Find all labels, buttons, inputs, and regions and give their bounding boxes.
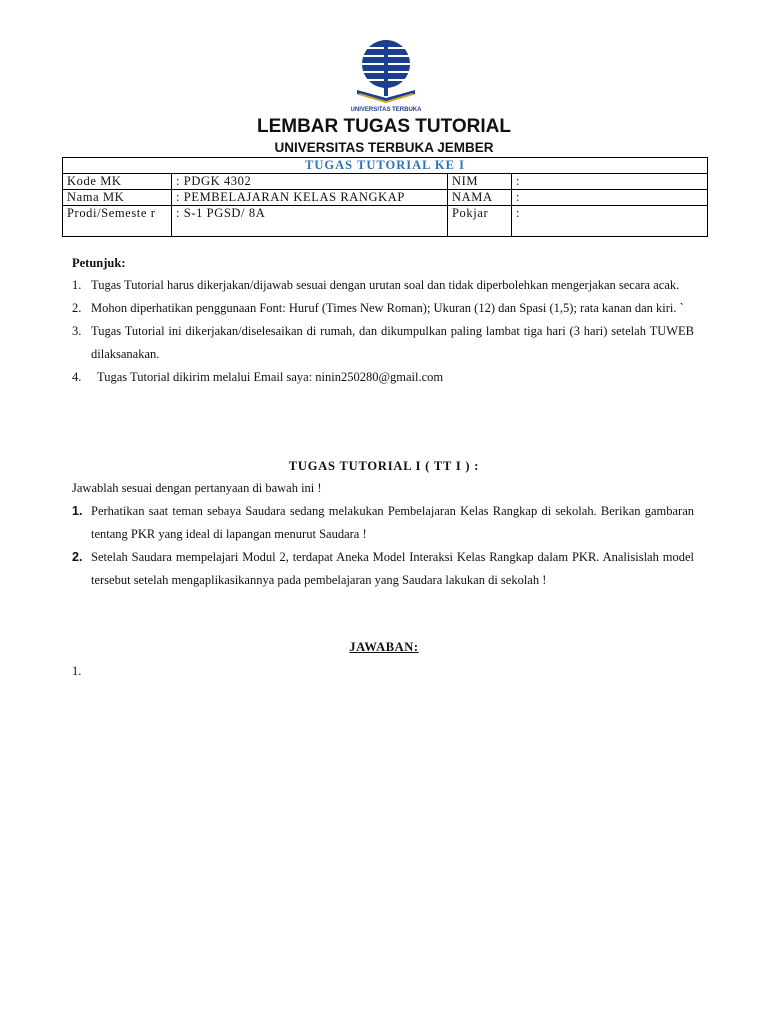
item-number: 4. [72,370,82,384]
info-label: Prodi/Semeste r [63,206,172,237]
item-number: 2. [72,301,82,315]
university-logo [351,38,421,114]
item-text: Tugas Tutorial ini dikerjakan/diselesaikan di rumah, dan dikumpulkan paling lambat tiga hari (3 hari) setelah TUWEB dilaksanakan. [91,324,694,361]
list-item [72,366,694,389]
info-label: Pokjar [448,206,512,237]
list-item [72,297,694,320]
question-text: Setelah Saudara mempelajari Modul 2, terdapat Aneka Model Interaksi Kelas Rangkap dalam PKR. Analisislah model tersebut setelah mengaplikasikannya pada pembelajaran yang Saudara lakukan di sekolah ! [91,550,694,587]
question-item [72,546,694,592]
info-label: NAMA [448,190,512,206]
info-value: : S-1 PGSD/ 8A [172,206,448,237]
info-table-heading: TUGAS TUTORIAL KE I [63,158,708,174]
page-title: LEMBAR TUGAS TUTORIAL [256,116,512,137]
item-text: Mohon diperhatikan penggunaan Font: Huruf (Times New Roman); Ukuran (12) dan Spasi (1,5); rata kanan dan kiri. ` [91,301,684,315]
answer-item-number: 1. [72,664,82,678]
item-text: Tugas Tutorial dikirim melalui Email saya: ninin250280@gmail.com [91,370,444,384]
tugas-heading: TUGAS TUTORIAL I ( TT I ) : [288,459,480,473]
question-item [72,500,694,546]
info-row [63,174,708,190]
list-item [72,274,694,297]
item-number: 3. [72,324,82,338]
info-value: : [512,206,708,237]
info-row [63,206,708,237]
info-table [62,157,708,237]
tugas-intro: Jawablah sesuai dengan pertanyaan di bawah ini ! [72,481,322,495]
info-value: : [512,190,708,206]
info-label: NIM [448,174,512,190]
info-table-header-row [63,158,708,174]
item-number: 1. [72,278,82,292]
info-value: : PEMBELAJARAN KELAS RANGKAP [172,190,448,206]
question-text: Perhatikan saat teman sebaya Saudara sedang melakukan Pembelajaran Kelas Rangkap di sekolah. Berikan gambaran tentang PKR yang ideal di lapangan menurut Saudara ! [91,504,694,541]
info-label: Nama MK [63,190,172,206]
info-value: : [512,174,708,190]
info-label: Kode MK [63,174,172,190]
petunjuk-list [72,274,694,389]
question-number: 1. [72,504,83,518]
page-subtitle: UNIVERSITAS TERBUKA JEMBER [274,140,494,155]
question-list [72,500,694,592]
petunjuk-label: Petunjuk: [72,256,126,270]
jawaban-heading: JAWABAN: [349,640,419,654]
question-number: 2. [72,550,83,564]
logo-text: UNIVERSITAS TERBUKA [351,107,421,113]
item-text: Tugas Tutorial harus dikerjakan/dijawab sesuai dengan urutan soal dan tidak diperbolehkan mengerjakan secara acak. [91,278,680,292]
info-row [63,190,708,206]
info-value: : PDGK 4302 [172,174,448,190]
list-item [72,320,694,366]
